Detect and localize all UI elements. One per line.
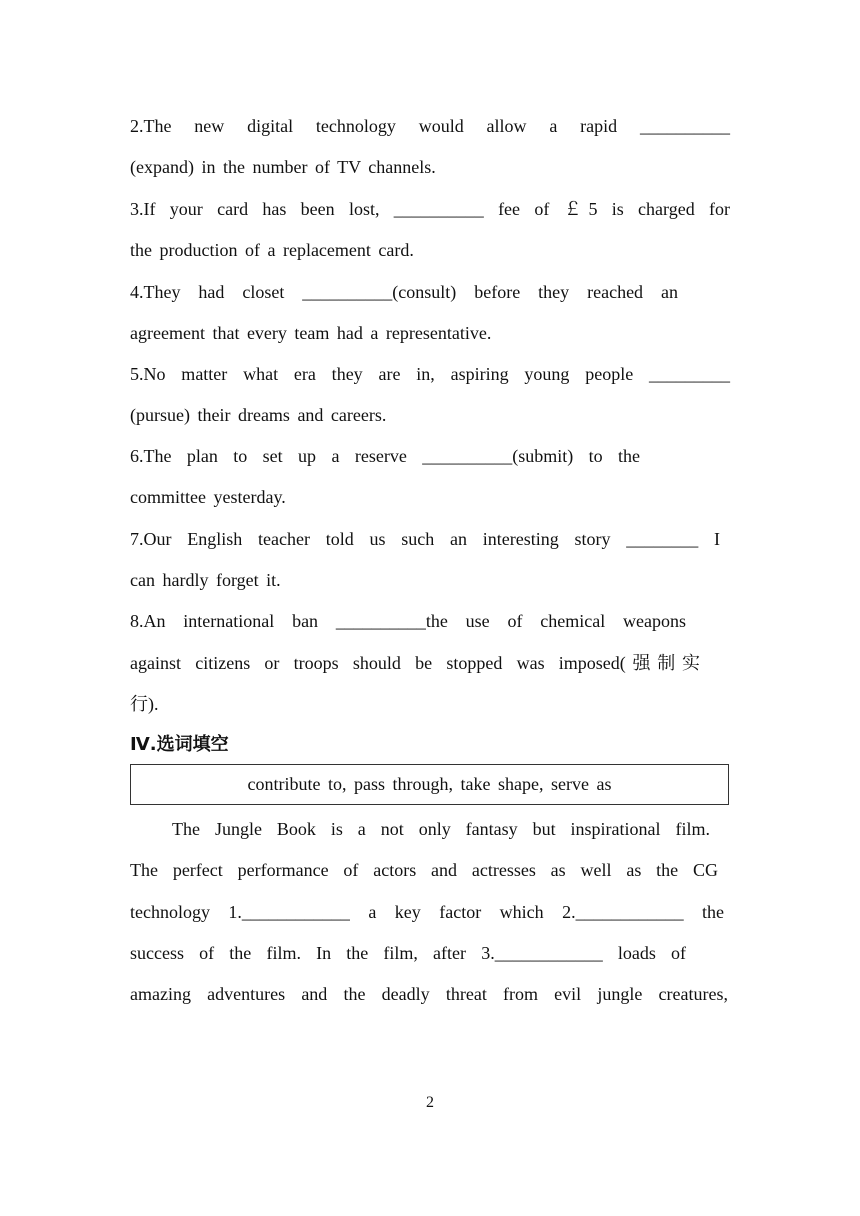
item-4-line-2: agreement that every team had a representative.	[130, 323, 492, 343]
passage-line-3: technology 1.____________ a key factor which 2.____________ the	[130, 902, 724, 922]
section-heading: Ⅳ.选词填空	[130, 734, 229, 755]
item-3-line-2: the production of a replacement card.	[130, 240, 414, 260]
item-8-line-2: against citizens or troops should be stopped was imposed(强制实	[130, 653, 700, 673]
item-8-line-3: 行).	[130, 694, 159, 714]
word-bank-box: contribute to, pass through, take shape, serve as	[130, 764, 729, 805]
item-2-line-1: 2.The new digital technology would allow a rapid __________	[130, 116, 730, 136]
item-8-line-1: 8.An international ban __________the use of chemical weapons	[130, 611, 686, 631]
item-6-line-1: 6.The plan to set up a reserve __________(submit) to the	[130, 446, 640, 466]
passage-line-4: success of the film. In the film, after 3.____________ loads of	[130, 943, 686, 963]
item-7-line-2: can hardly forget it.	[130, 570, 281, 590]
item-5-line-2: (pursue) their dreams and careers.	[130, 405, 387, 425]
item-4-line-1: 4.They had closet __________(consult) before they reached an	[130, 282, 678, 302]
passage-line-2: The perfect performance of actors and actresses as well as the CG	[130, 860, 718, 880]
passage-line-1: The Jungle Book is a not only fantasy but inspirational film.	[172, 819, 710, 839]
item-7-line-1: 7.Our English teacher told us such an interesting story ________ I	[130, 529, 720, 549]
page-number: 2	[426, 1094, 434, 1111]
item-6-line-2: committee yesterday.	[130, 487, 286, 507]
item-2-line-2: (expand) in the number of TV channels.	[130, 157, 436, 177]
item-3-line-1: 3.If your card has been lost, __________ fee of ￡5 is charged for	[130, 199, 730, 219]
item-5-line-1: 5.No matter what era they are in, aspiring young people _________	[130, 364, 730, 384]
passage-line-5: amazing adventures and the deadly threat from evil jungle creatures,	[130, 984, 728, 1004]
